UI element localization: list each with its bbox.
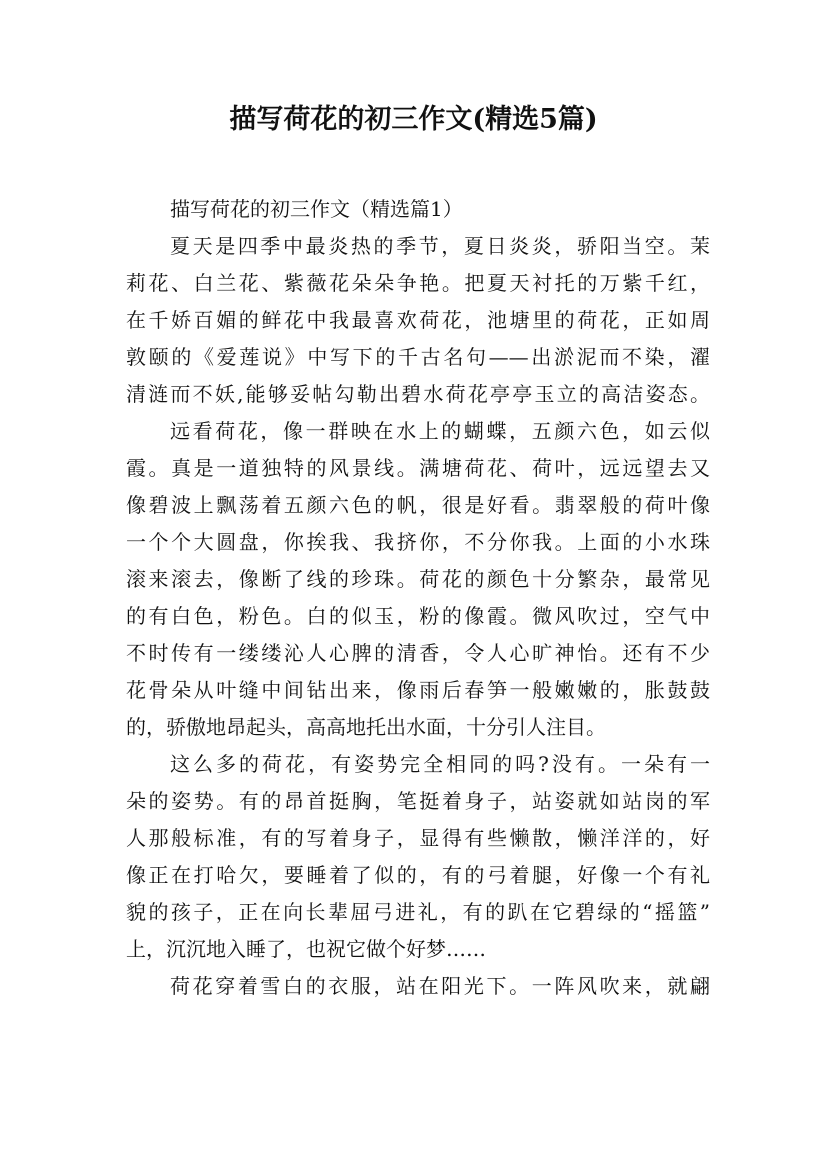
paragraph-line: 霞。真是一道独特的风景线。满塘荷花、荷叶，远远望去又 bbox=[126, 456, 710, 480]
paragraph-line: 莉花、白兰花、紫薇花朵朵争艳。把夏天衬托的万紫千红， bbox=[126, 271, 710, 295]
document-body bbox=[126, 191, 710, 1005]
paragraph-line: 这么多的荷花，有姿势完全相同的吗?没有。一朵有一 bbox=[170, 752, 710, 776]
paragraph-line: 朵的姿势。有的昂首挺胸，笔挺着身子，站姿就如站岗的军 bbox=[126, 789, 710, 813]
paragraph-line: 远看荷花，像一群映在水上的蝴蝶，五颜六色，如云似 bbox=[170, 419, 710, 443]
paragraph-line: 人那般标准，有的写着身子，显得有些懒散，懒洋洋的，好 bbox=[126, 826, 710, 850]
paragraph-line: 像正在打哈欠，要睡着了似的，有的弓着腿，好像一个有礼 bbox=[126, 863, 710, 887]
paragraph-line: 花骨朵从叶缝中间钻出来，像雨后春笋一般嫩嫩的，胀鼓鼓 bbox=[126, 678, 710, 702]
section-heading: 描写荷花的初三作文（精选篇1） bbox=[170, 197, 463, 221]
paragraph-line: 清涟而不妖,能够妥帖勾勒出碧水荷花亭亭玉立的高洁姿态。 bbox=[126, 382, 710, 406]
paragraph-line: 荷花穿着雪白的衣服，站在阳光下。一阵风吹来，就翩 bbox=[170, 974, 710, 998]
paragraph-line: 夏天是四季中最炎热的季节，夏日炎炎，骄阳当空。茉 bbox=[170, 234, 710, 258]
paragraph-line: 一个个大圆盘，你挨我、我挤你，不分你我。上面的小水珠 bbox=[126, 530, 710, 554]
paragraph-line: 貌的孩子，正在向长辈屈弓进礼，有的趴在它碧绿的“摇篮” bbox=[126, 900, 710, 924]
paragraph-line: 不时传有一缕缕沁人心脾的清香，令人心旷神怡。还有不少 bbox=[126, 641, 710, 665]
document-title: 描写荷花的初三作文(精选5篇) bbox=[229, 104, 598, 135]
paragraph-line: 敦颐的《爱莲说》中写下的千古名句——出淤泥而不染，濯 bbox=[126, 345, 710, 369]
paragraph-line: 的有白色，粉色。白的似玉，粉的像霞。微风吹过，空气中 bbox=[126, 604, 710, 628]
paragraph-line: 在千娇百媚的鲜花中我最喜欢荷花，池塘里的荷花，正如周 bbox=[126, 308, 710, 332]
paragraph-line: 像碧波上飘荡着五颜六色的帆，很是好看。翡翠般的荷叶像 bbox=[126, 493, 710, 517]
paragraph-line: 的，骄傲地昂起头，高高地托出水面，十分引人注目。 bbox=[126, 715, 606, 739]
paragraph-line: 滚来滚去，像断了线的珍珠。荷花的颜色十分繁杂，最常见 bbox=[126, 567, 710, 591]
paragraph-line: 上，沉沉地入睡了，也祝它做个好梦…… bbox=[126, 937, 486, 961]
